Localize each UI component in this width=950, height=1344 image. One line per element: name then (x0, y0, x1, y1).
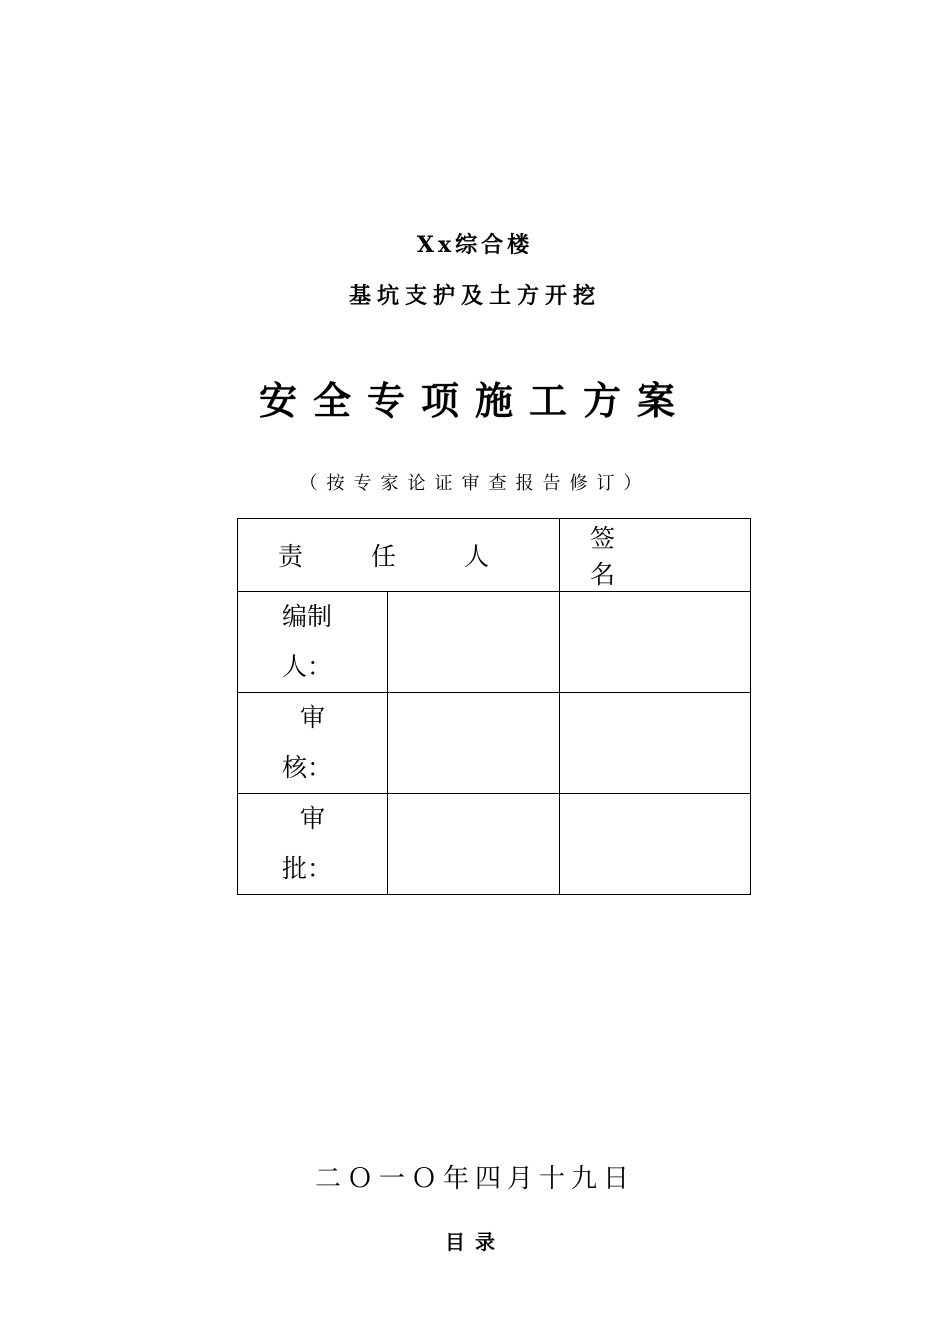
toc-heading: 目录 (445, 1230, 505, 1254)
signature-cell-reviewer[interactable] (560, 693, 751, 794)
table-row (238, 592, 751, 693)
main-title: 安全专项施工方案 (258, 378, 691, 423)
name-cell-compiler[interactable] (388, 592, 560, 693)
signature-cell-compiler[interactable] (560, 592, 751, 693)
signature-table (237, 518, 751, 895)
role-label-compiler (238, 592, 388, 693)
role-line-2: 核： (282, 753, 333, 782)
name-cell-reviewer[interactable] (388, 693, 560, 794)
table-row (238, 693, 751, 794)
header-responsible-person: 责 任 人 (238, 519, 560, 592)
role-line-1: 审 (300, 703, 326, 732)
role-label-reviewer (238, 693, 388, 794)
revision-note: （按专家论证审查报告修订） (299, 473, 651, 494)
project-title: Xx综合楼 (416, 232, 534, 258)
role-line-2: 批： (282, 854, 333, 883)
subject-title: 基坑支护及土方开挖 (348, 283, 601, 309)
header-signature: 签 名 (560, 519, 751, 592)
role-line-1: 审 (300, 804, 326, 833)
role-label-approver (238, 794, 388, 895)
signature-cell-approver[interactable] (560, 794, 751, 895)
table-row (238, 794, 751, 895)
signature-table-header (238, 519, 751, 592)
role-line-1: 编制 (282, 602, 333, 631)
role-line-2: 人： (282, 652, 333, 681)
name-cell-approver[interactable] (388, 794, 560, 895)
document-date: 二Ｏ一Ｏ年四月十九日 (314, 1164, 635, 1194)
